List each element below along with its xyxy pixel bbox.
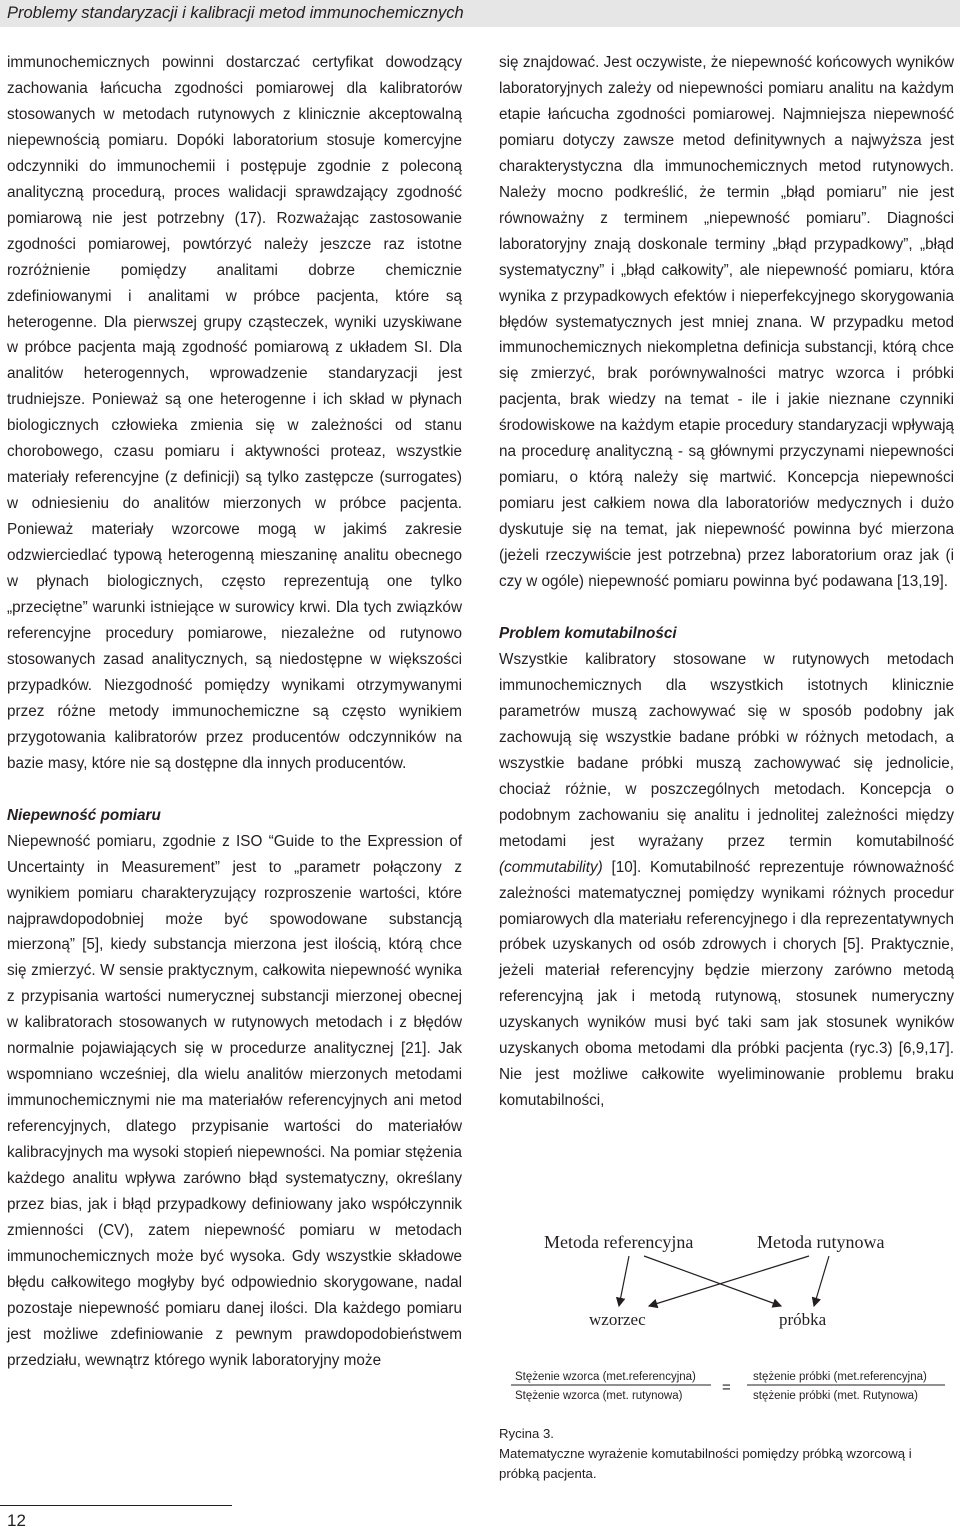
italic-term: (commutability) [499, 858, 603, 876]
caption-text: Matematyczne wyrażenie komutabilności pomiędzy próbką wzorcową i próbką pacjenta. [499, 1446, 912, 1481]
arrow-ref-sample [644, 1256, 781, 1306]
footer-rule [0, 1505, 232, 1506]
method-reference-label: Metoda referencyjna [544, 1232, 694, 1252]
right-numerator: stężenie próbki (met.referencyjna) [753, 1371, 927, 1383]
standard-label: wzorzec [589, 1310, 646, 1329]
sample-label: próbka [779, 1310, 827, 1329]
paragraph: immunochemicznych powinni dostarczać certyfikat dowodzący zachowania łańcucha zgodności pomiarowej dla kalibratorów stosowanych w metodach rutynowych z klinicznie akceptowalną niepewnością pomiaru. Dopóki laboratorium stosuje komercyjne odczynniki do immunochemii i postępuje zgodnie z poleconą analityczną procedurą, proces walidacji sprawdzający zgodność pomiarową nie jest potrzebny (17). Rozważając zastosowanie zgodności pomiarowej, powtórzyć należy jeszcze raz istotne rozróżnienie pomiędzy analitami dobrze chemicznie zdefiniowanymi i analitami w próbce pacjenta, które są heterogenne. Dla pierwszej grupy cząsteczek, wyniki uzyskiwane w próbce pacjenta mają zgodność pomiarową z układem SI. Dla analitów heterogennych, wprowadzenie standaryzacji jest trudniejsze. Ponieważ są one heterogenne i ich skład w płynach biologicznych człowieka zmienia się w zależności od stanu chorobowego, czasu pomiaru i aktywności proteaz, wszystkie materiały referencyjne (z definicji) są tylko zastępcze (surrogates) w odniesieniu do analitów mierzonych w próbce pacjenta. Ponieważ materiały wzorcowe mogą w jakimś zakresie odzwierciedlać typową heterogenną mieszaninę analitu obecnego w płynach biologicznych, często reprezentują one tylko „przeciętne” warunki istniejące w surowicy krwi. Dla tych związków referencyjne procedury pomiarowe, niezależne od rutynowo stosowanych zasad analitycznych, są niedostępne w większości przypadków. Niezgodność pomiędzy wynikami otrzymywanymi przez różne metody immunochemiczne są często wynikiem przygotowania kalibratorów przez producentów odczynników na bazie masy, które nie są dostępne dla innych producentów. [7, 54, 462, 772]
section-heading: Problem komutabilności [499, 625, 677, 643]
running-head: Problemy standaryzacji i kalibracji metod immunochemicznych [0, 0, 960, 27]
equals-sign: = [722, 1379, 731, 1396]
text-run: Wszystkie kalibratory stosowane w rutynowych metodach immunochemicznych dla wszystkich istotnych klinicznie parametrów muszą zachowywać się w sposób podobny jak zachowują się wszystkie badane próbki w różnych metodach, a wszystkie badane próbki muszą zachowywać się jednolicie, chociaż różnie, w poszczególnych metodach. Koncepcja o podobnym zachowaniu się analitu i jednolitej zależności między metodami jest wyrażany przez termin komutabilność [499, 650, 954, 850]
left-numerator: Stężenie wzorca (met.referencyjna) [515, 1371, 696, 1383]
figure-caption [499, 1424, 954, 1484]
paragraph [499, 647, 954, 1114]
method-routine-label: Metoda rutynowa [757, 1232, 885, 1252]
arrow-rut-sample [814, 1256, 829, 1306]
paragraph: Niepewność pomiaru, zgodnie z ISO “Guide to the Expression of Uncertainty in Measurement” jest to „parametr połączony z wynikiem pomiaru charakteryzujący rozproszenie wartości, które najprawdopodobniej może być spowodowane substancją mierzoną” [5], kiedy substancja mierzona jest ilością, którą chce się zmierzyć. W sensie praktycznym, całkowita niepewność wynika z przypisania wartości numerycznej substancji mierzonej obecnej w kalibratorach stosowanych w rutynowych metodach i z błędów normalnie pojawiających się w procedurze analitycznej [21]. Jak wspomniano wcześniej, dla wielu analitów mierzonych metodami immunochemicznymi nie ma materiałów referencyjnych ani metod referencyjnych, dlatego przypisanie wartości do materiałów kalibracyjnych ma wysoki stopień niepewności. Na pomiar stężenia każdego analitu wpływa zarówno błąd systematyczny, określany przez bias, jak i błąd przypadkowy definiowany jako współczynnik zmienności (CV), zatem niepewność pomiaru w metodach immunochemicznych może być wysoka. Gdy wszystkie składowe błędu całkowitego mogłyby być odpowiednio skorygowane, nadal pozostaje niepewność pomiaru danej ilości. Dla każdego pomiaru jest możliwe zdefiniowanie z pewnym prawdopodobieństwem przedziału, wewnątrz którego wynik laboratoryjny może [7, 832, 462, 1369]
arrow-rut-standard [649, 1256, 809, 1306]
commutability-diagram [499, 1222, 954, 1420]
right-denominator: stężenie próbki (met. Rutynowa) [753, 1390, 918, 1402]
section-heading: Niepewność pomiaru [7, 806, 161, 824]
left-denominator: Stężenie wzorca (met. rutynowa) [515, 1390, 683, 1402]
arrow-ref-standard [619, 1256, 629, 1306]
right-column [499, 50, 954, 1114]
paragraph: się znajdować. Jest oczywiste, że niepewność końcowych wyników laboratoryjnych zależy od niepewności pomiaru analitu na każdym etapie łańcucha zgodności pomiarowej. Najmniejsza niepewność pomiaru dotyczy zawsze metod definitywnych a najwyższa jest charakterystyczna dla immunochemicznych metod rutynowych. Należy mocno podkreślić, że termin „błąd pomiaru” nie jest równoważny z terminem „niepewność pomiaru”. Diagności laboratoryjny znają doskonale terminy „błąd przypadkowy”, „błąd systematyczny” i „błąd całkowity”, ale niepewność pomiaru, która wynika z przypadkowych efektów i nieperfekcyjnego skorygowania błędów systematycznych jest mniej znana. W przypadku metod immunochemicznych niekompletna definicja substancji, którą chce się zmierzyć, brak porównywalności matryc wzorca i próbki pacjenta, brak wiedzy na temat - ile i jakie nieznane czynniki środowiskowe na każdym etapie procedury standaryzacji wpływają na procedurę analityczną - są głównymi przyczynami niepewności pomiaru, o którą należy się martwić. Koncepcja niepewności pomiaru jest całkiem nowa dla laboratoriów medycznych i dużo dyskutuje się na temat, jak niepewność powinna być mierzona (jeżeli rzeczywiście jest potrzebna) przez laboratorium oraz jak (i czy w ogóle) niepewność pomiaru powinna być podawana [13,19]. [499, 54, 954, 591]
page-number: 12 [7, 1511, 26, 1530]
left-column [7, 50, 462, 1374]
text-run: [10]. Komutabilność reprezentuje równoważność zależności matematycznej pomiędzy wynikami różnych procedur pomiarowych dla materiału referencyjnego i dla reprezentatywnych próbek uzyskanych od osób zdrowych i chorych [5]. Praktycznie, jeżeli materiał referencyjny będzie mierzony zarówno metodą referencyjną jak i metodą rutynową, stosunek numeryczny uzyskanych wyników musi być taki sam jak stosunek wyników uzyskanych oboma metodami dla próbki pacjenta (ryc.3) [6,9,17]. Nie jest możliwe całkowite wyeliminowanie problemu braku komutabilności, [499, 858, 954, 1110]
caption-label: Rycina 3. [499, 1426, 554, 1441]
